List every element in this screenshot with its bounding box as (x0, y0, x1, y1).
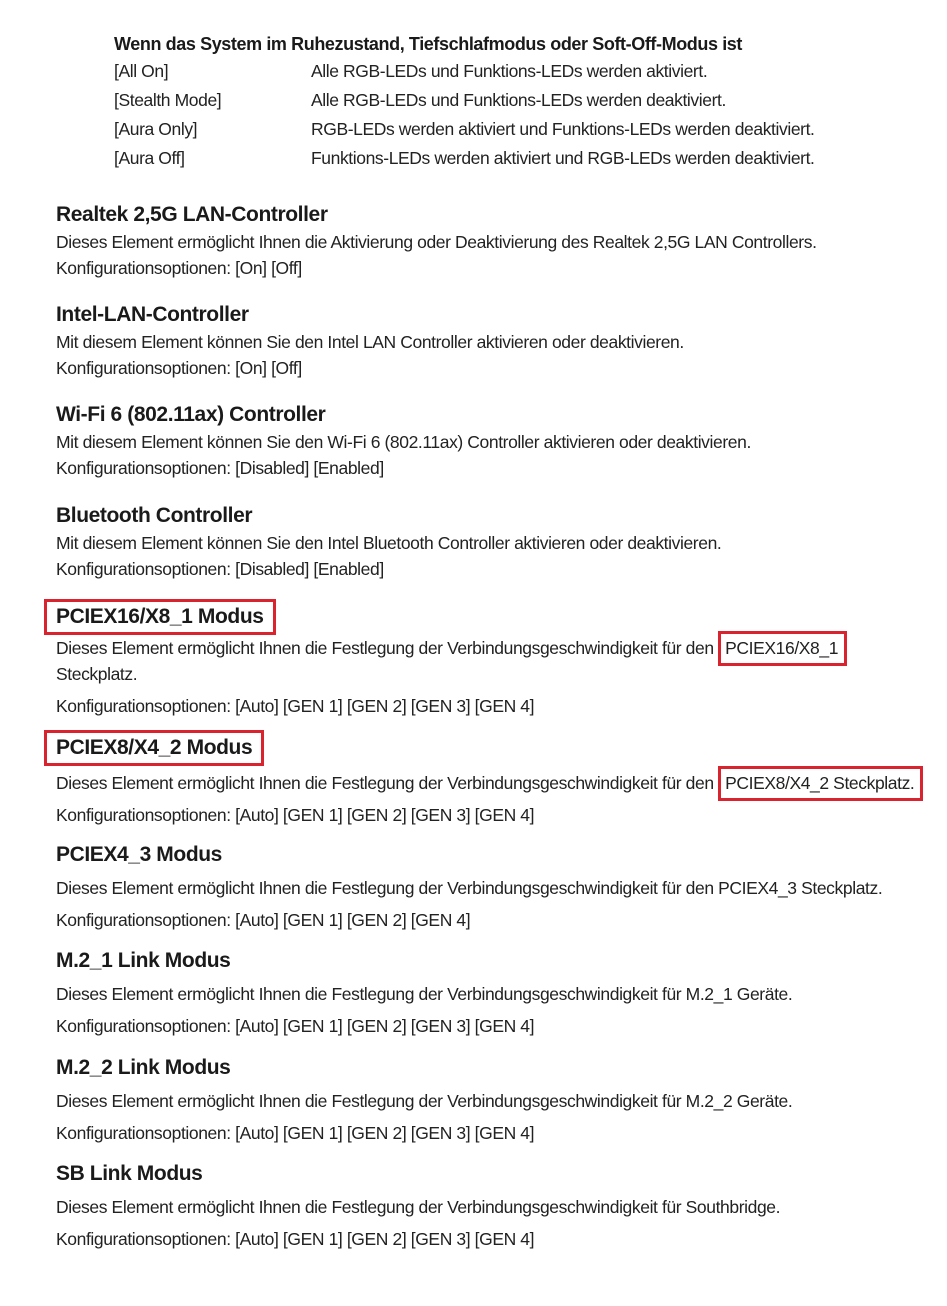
section-description: Dieses Element ermöglicht Ihnen die Festlegung der Verbindungsgeschwindigkeit für M.2_2 Geräte. (56, 1091, 793, 1111)
section-description: Dieses Element ermöglicht Ihnen die Aktivierung oder Deaktivierung des Realtek 2,5G LAN Controllers. (56, 232, 817, 252)
section-description (56, 635, 926, 661)
section-pciex8 (56, 730, 926, 828)
led-row (114, 86, 914, 115)
section-options: Konfigurationsoptionen: [Auto] [GEN 1] [GEN 2] [GEN 3] [GEN 4] (56, 1229, 535, 1249)
section-title: Realtek 2,5G LAN-Controller (56, 203, 328, 226)
led-desc: Funktions-LEDs werden aktiviert und RGB-LEDs werden deaktiviert. (311, 148, 815, 168)
section-intel-lan (56, 301, 926, 381)
section-options: Konfigurationsoptionen: [Disabled] [Enabled] (56, 559, 384, 579)
led-option: [Aura Only] (114, 119, 198, 139)
section-description: Dieses Element ermöglicht Ihnen die Festlegung der Verbindungsgeschwindigkeit für den PCIEX4_3 Steckplatz. (56, 878, 883, 898)
led-row (114, 115, 914, 144)
led-row (114, 144, 914, 173)
section-description: Dieses Element ermöglicht Ihnen die Festlegung der Verbindungsgeschwindigkeit für Southbridge. (56, 1197, 781, 1217)
section-title-highlighted: PCIEX16/X8_1 Modus (44, 599, 276, 635)
description-text: Dieses Element ermöglicht Ihnen die Festlegung der Verbindungsgeschwindigkeit für den (56, 773, 714, 793)
section-options: Konfigurationsoptionen: [Disabled] [Enabled] (56, 458, 384, 478)
led-desc: Alle RGB-LEDs und Funktions-LEDs werden deaktiviert. (311, 90, 726, 110)
section-options: Konfigurationsoptionen: [On] [Off] (56, 358, 302, 378)
led-option: [All On] (114, 61, 169, 81)
led-heading: Wenn das System im Ruhezustand, Tiefschlafmodus oder Soft-Off-Modus ist (114, 34, 743, 54)
section-description (56, 770, 926, 796)
section-description: Mit diesem Element können Sie den Wi-Fi 6 (802.11ax) Controller aktivieren oder deaktivieren. (56, 432, 751, 452)
section-m2-1 (56, 947, 926, 1039)
section-wifi (56, 401, 926, 481)
section-title: Bluetooth Controller (56, 504, 253, 527)
section-m2-2 (56, 1054, 926, 1146)
highlighted-slot-name: PCIEX8/X4_2 Steckplatz. (718, 766, 923, 801)
section-description: Dieses Element ermöglicht Ihnen die Festlegung der Verbindungsgeschwindigkeit für M.2_1 Geräte. (56, 984, 793, 1004)
led-desc: Alle RGB-LEDs und Funktions-LEDs werden aktiviert. (311, 61, 708, 81)
section-description: Mit diesem Element können Sie den Intel Bluetooth Controller aktivieren oder deaktivieren. (56, 533, 722, 553)
section-title: PCIEX4_3 Modus (56, 843, 222, 866)
section-pciex4 (56, 841, 926, 933)
section-options: Konfigurationsoptionen: [Auto] [GEN 1] [GEN 2] [GEN 3] [GEN 4] (56, 1016, 535, 1036)
section-options: Konfigurationsoptionen: [Auto] [GEN 1] [GEN 2] [GEN 3] [GEN 4] (56, 1123, 535, 1143)
led-option: [Stealth Mode] (114, 90, 222, 110)
section-options: Konfigurationsoptionen: [Auto] [GEN 1] [GEN 2] [GEN 3] [GEN 4] (56, 805, 535, 825)
section-options: Konfigurationsoptionen: [Auto] [GEN 1] [GEN 2] [GEN 4] (56, 910, 471, 930)
section-title: SB Link Modus (56, 1162, 203, 1185)
section-title: M.2_1 Link Modus (56, 949, 231, 972)
description-text: Dieses Element ermöglicht Ihnen die Festlegung der Verbindungsgeschwindigkeit für den (56, 638, 714, 658)
highlighted-slot-name: PCIEX16/X8_1 (718, 631, 847, 666)
section-bluetooth (56, 502, 926, 582)
section-description: Mit diesem Element können Sie den Intel LAN Controller aktivieren oder deaktivieren. (56, 332, 684, 352)
section-title: Wi-Fi 6 (802.11ax) Controller (56, 403, 326, 426)
section-options: Konfigurationsoptionen: [On] [Off] (56, 258, 302, 278)
led-desc: RGB-LEDs werden aktiviert und Funktions-LEDs werden deaktiviert. (311, 119, 815, 139)
section-realtek-lan (56, 201, 926, 281)
section-title: Intel-LAN-Controller (56, 303, 249, 326)
section-description-cont: Steckplatz. (56, 664, 138, 684)
led-row (114, 57, 914, 86)
section-title-highlighted: PCIEX8/X4_2 Modus (44, 730, 264, 766)
section-pciex16 (56, 599, 926, 719)
section-title-wrap (56, 599, 926, 633)
section-options: Konfigurationsoptionen: [Auto] [GEN 1] [GEN 2] [GEN 3] [GEN 4] (56, 696, 535, 716)
led-state-block (114, 31, 914, 173)
led-option: [Aura Off] (114, 148, 185, 168)
section-title-wrap (56, 730, 926, 764)
section-sb-link (56, 1160, 926, 1252)
section-title: M.2_2 Link Modus (56, 1056, 231, 1079)
